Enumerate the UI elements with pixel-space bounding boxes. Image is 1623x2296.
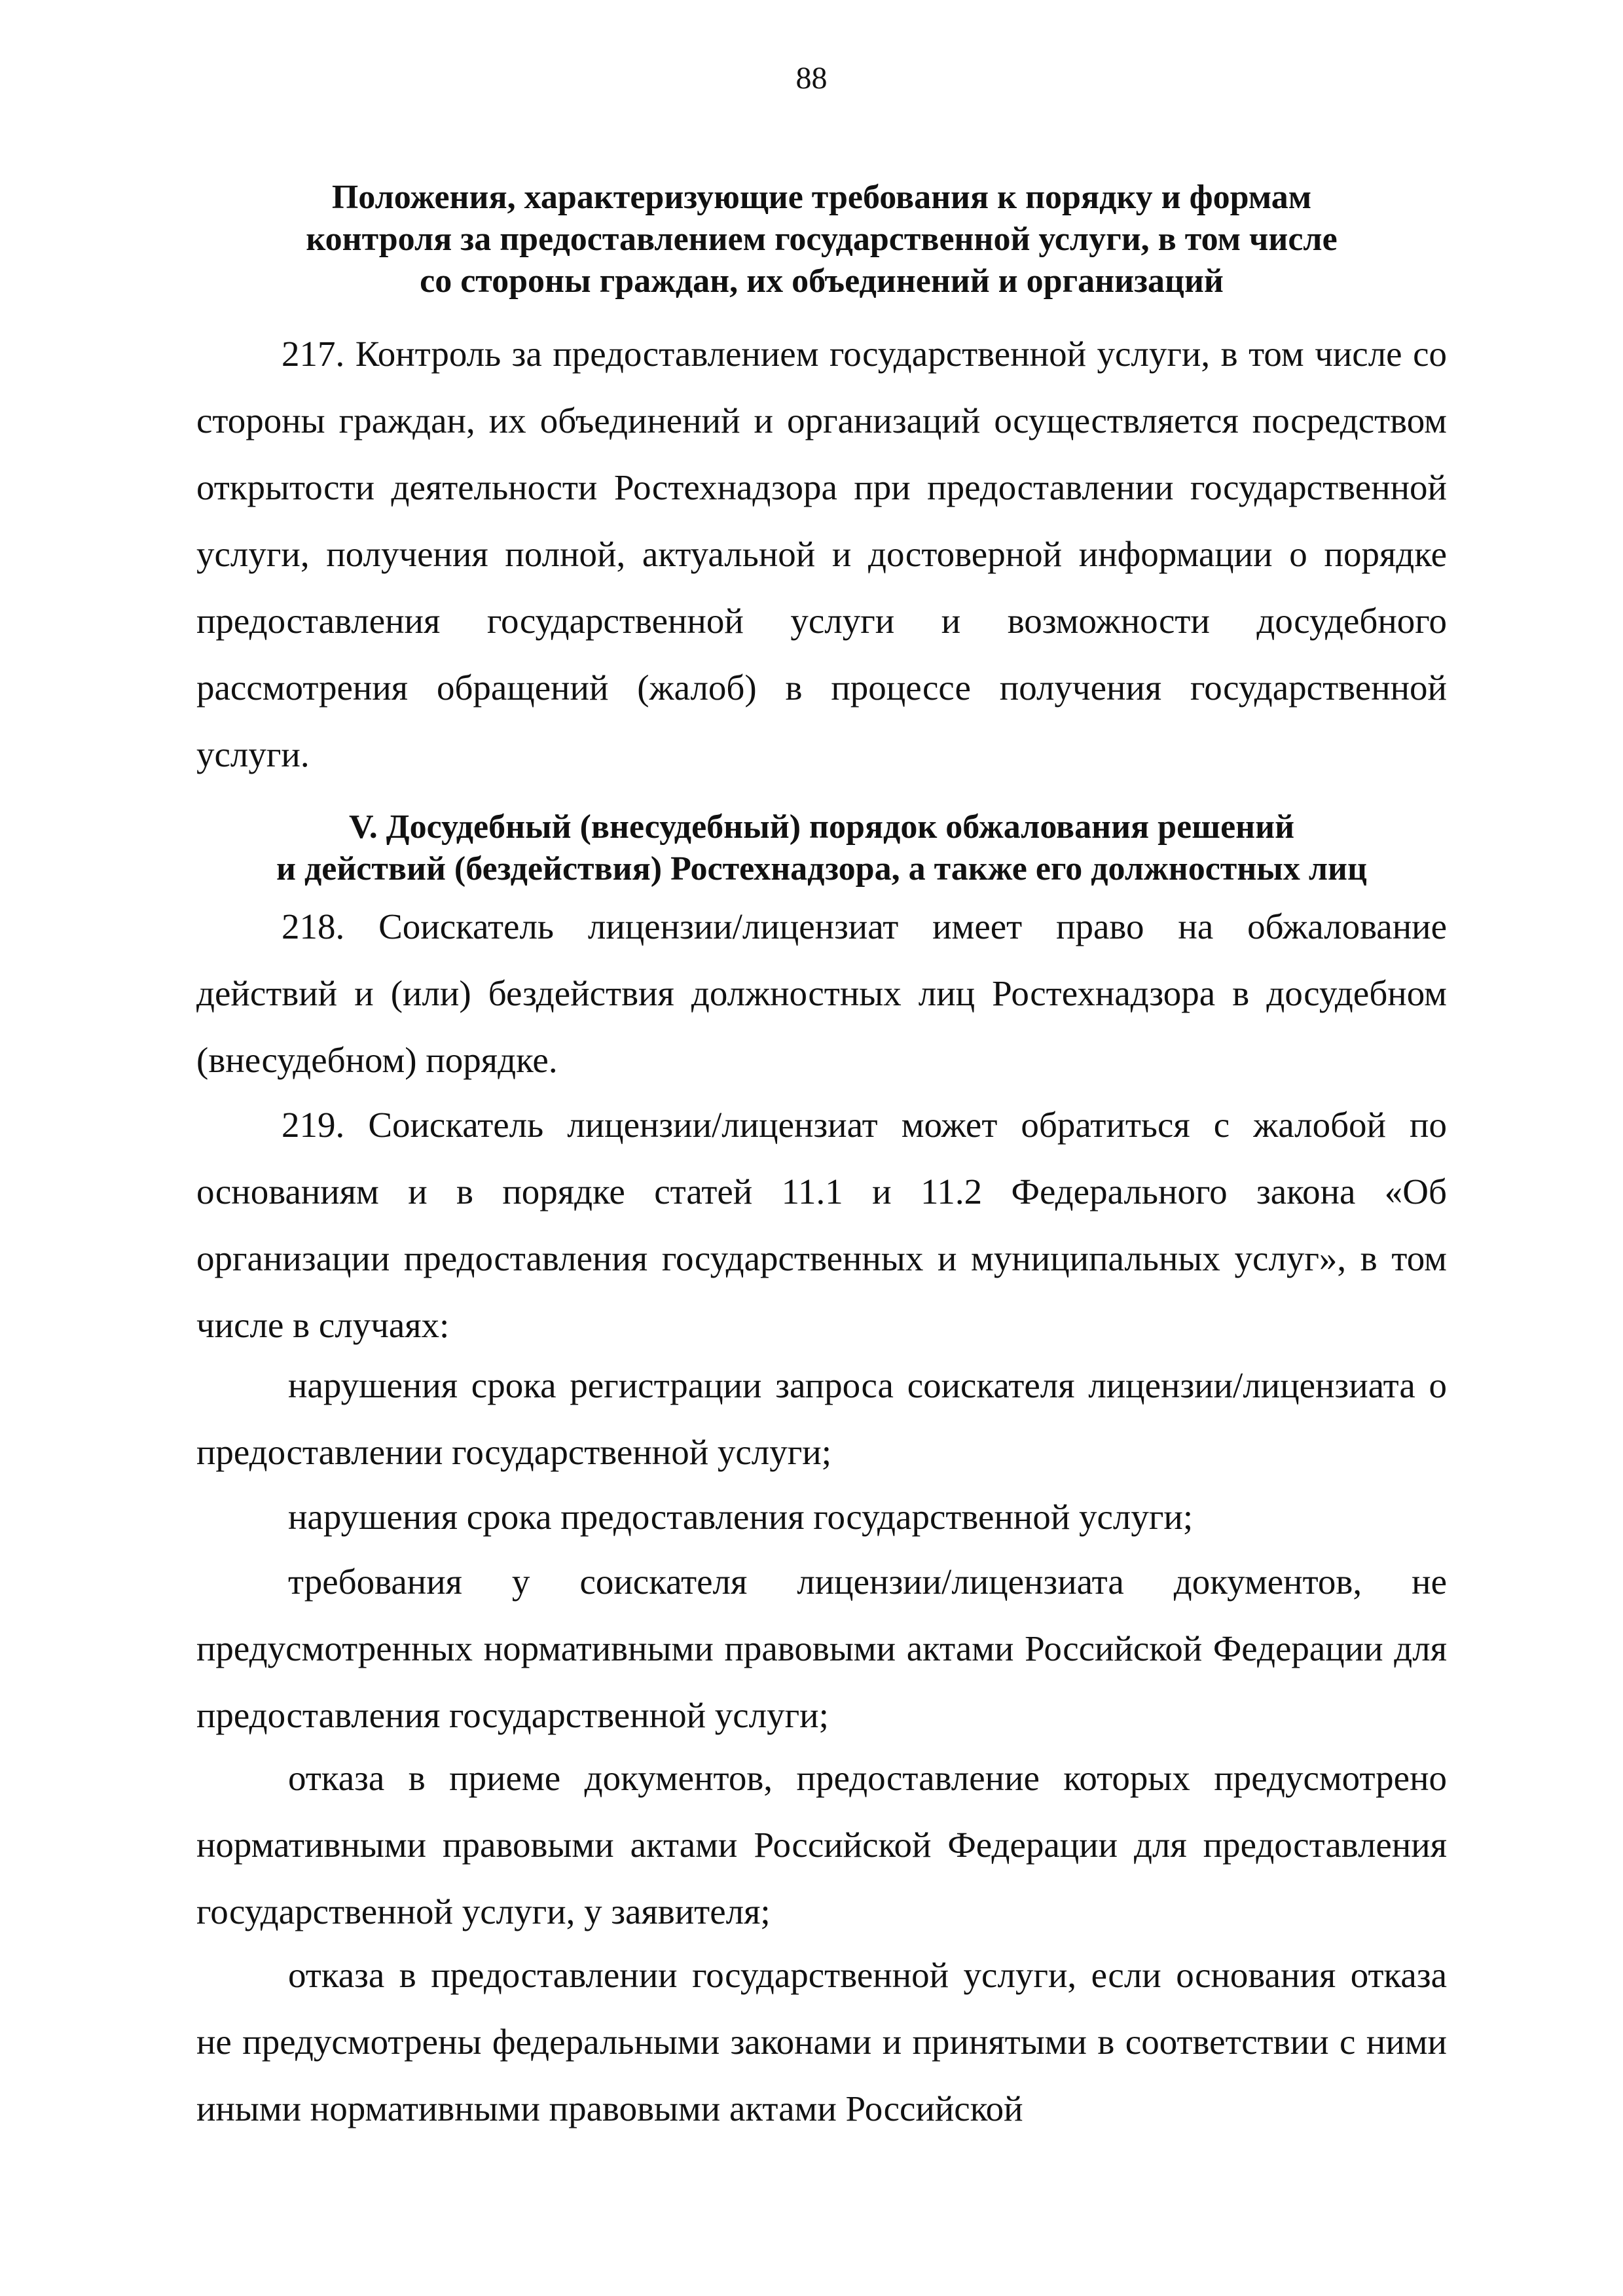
case-text: требования у соискателя лицензии/лицензиата документов, не предусмотренных нормативными правовыми актами Российской Федерации для предоставления государственной услуги; (196, 1562, 1447, 1735)
heading-line: V. Досудебный (внесудебный) порядок обжалования решений (348, 808, 1295, 846)
section-heading-v (196, 806, 1447, 890)
case-item (196, 1549, 1447, 1749)
paragraph-text: 219. Соискатель лицензии/лицензиат может обратиться с жалобой по основаниям и в порядке статей 11.1 и 11.2 Федерального закона «Об организации предоставления государственных и муниципальных услуг», в том числе в случаях: (196, 1105, 1447, 1345)
case-item (196, 1745, 1447, 1945)
case-item (196, 1484, 1447, 1551)
section-heading-control (196, 177, 1447, 302)
case-item (196, 1352, 1447, 1486)
paragraph-text: 217. Контроль за предоставлением государственной услуги, в том числе со стороны граждан, их объединений и организаций осуществляется посредством открытости деятельности Ростехнадзора при предоставлении государственной услуги, получения полной, актуальной и достоверной информации о порядке предоставления государственной услуги и возможности досудебного рассмотрения обращений (жалоб) в процессе получения государственной услуги. (196, 334, 1447, 774)
page-number: 88 (795, 61, 828, 96)
case-text: отказа в предоставлении государственной услуги, если основания отказа не предусмотрены федеральными законами и принятыми в соответствии с ними иными нормативными правовыми актами Российской (196, 1955, 1447, 2128)
case-text: нарушения срока предоставления государственной услуги; (288, 1497, 1194, 1537)
case-item (196, 1942, 1447, 2142)
heading-line: со стороны граждан, их объединений и организаций (420, 262, 1224, 300)
heading-line: Положения, характеризующие требования к порядку и формам (331, 179, 1312, 216)
heading-line: контроля за предоставлением государственной услуги, в том числе (306, 221, 1338, 258)
paragraph-218 (196, 893, 1447, 1094)
paragraph-text: 218. Соискатель лицензии/лицензиат имеет право на обжалование действий и (или) бездействия должностных лиц Ростехнадзора в досудебном (внесудебном) порядке. (196, 906, 1447, 1080)
heading-line: и действий (бездействия) Ростехнадзора, а также его должностных лиц (276, 850, 1367, 888)
paragraph-217 (196, 321, 1447, 788)
case-text: отказа в приеме документов, предоставление которых предусмотрено нормативными правовыми актами Российской Федерации для предоставления государственной услуги, у заявителя; (196, 1758, 1447, 1931)
paragraph-219 (196, 1092, 1447, 1359)
case-text: нарушения срока регистрации запроса соискателя лицензии/лицензиата о предоставлении государственной услуги; (196, 1365, 1447, 1472)
